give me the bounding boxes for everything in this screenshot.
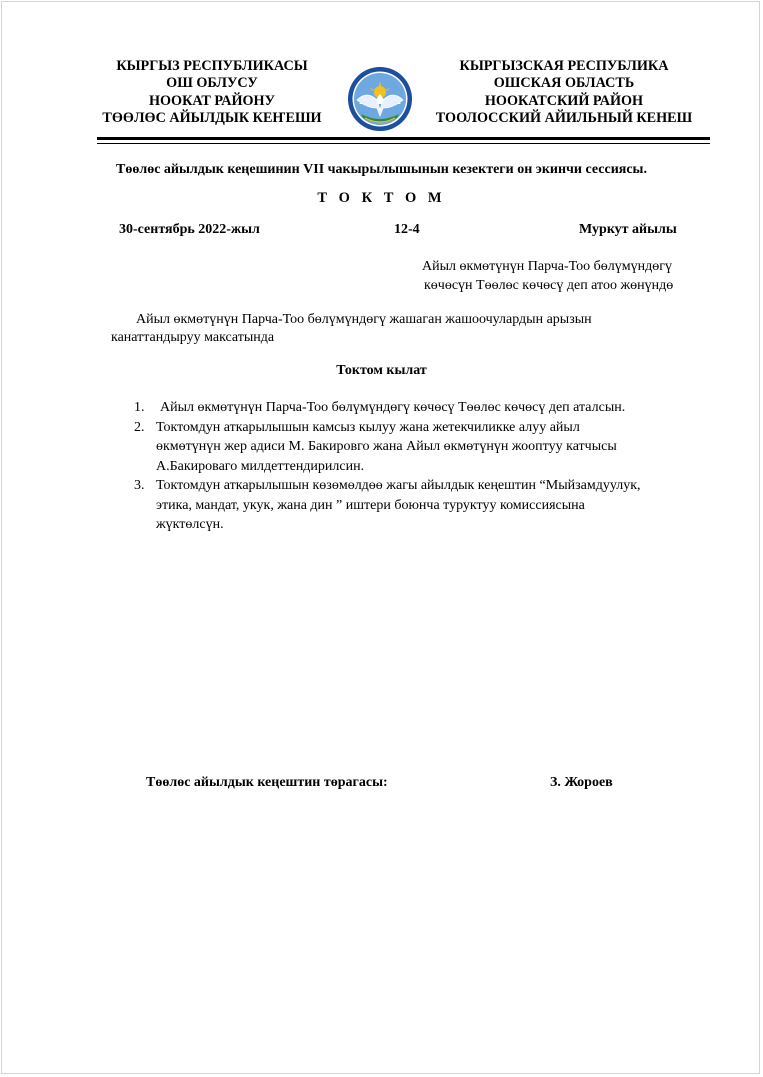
header-left-line: ОШ ОБЛУСУ: [166, 75, 258, 92]
list-item-line: А.Бакироваго милдеттендирилсин.: [156, 458, 365, 474]
decision-list: [134, 398, 714, 535]
list-item: [134, 398, 714, 418]
subject-line: көчөсүн Төөлөс көчөсү деп атоо жөнүндө: [424, 278, 674, 293]
header-right-line: НООКАТСКИЙ РАЙОН: [484, 92, 644, 109]
document-date: 30-сентябрь 2022-жыл: [119, 222, 260, 237]
preamble-line: канаттандыруу максатында: [111, 330, 275, 345]
header-right-line: ТООЛОССКИЙ АЙИЛЬНЫЙ КЕНЕШ: [435, 109, 693, 126]
decision-heading: Токтом кылат: [336, 363, 427, 378]
header-right-line: КЫРГЫЗСКАЯ РЕСПУБЛИКА: [459, 58, 669, 74]
list-item-number: 2.: [134, 419, 145, 435]
header-divider-thick: [97, 137, 710, 140]
document-title: Т О К Т О М: [317, 190, 446, 206]
header-left-line: ТӨӨЛӨС АЙЫЛДЫК КЕҤЕШИ: [102, 109, 322, 126]
list-item-line: Токтомдун аткарылышын камсыз кылуу жана жетекчиликке алуу айыл: [156, 419, 580, 435]
preamble: [111, 311, 691, 347]
signature-role: Төөлөс айылдык кеңештин төрагасы:: [146, 775, 388, 790]
list-item-line: жүктөлсүн.: [156, 517, 224, 532]
session-title: Төөлөс айылдык кеңешинин VII чакырылышынын кезектеги он экинчи сессиясы.: [116, 162, 647, 177]
list-item-number: 3.: [134, 478, 145, 493]
list-item-line: Айыл өкмөтүнүн Парча-Тоо бөлүмүндөгү көчөсү Төөлөс көчөсү деп аталсын.: [160, 400, 626, 415]
list-item-line: Токтомдун аткарылышын көзөмөлдөө жагы айылдык кеңештин “Мыйзамдуулук,: [156, 478, 641, 493]
header-right-russian: [418, 58, 710, 127]
list-item: [134, 418, 714, 477]
subject-line: Айыл өкмөтүнүн Парча-Тоо бөлүмүндөгү: [422, 259, 672, 274]
preamble-line: Айыл өкмөтүнүн Парча-Тоо бөлүмүндөгү жашаган жашоочулардын арызын: [136, 312, 592, 327]
header-left-kyrgyz: [92, 58, 332, 127]
header-right-line: ОШСКАЯ ОБЛАСТЬ: [493, 75, 635, 92]
state-emblem-icon: [347, 66, 413, 132]
document-number: 12-4: [394, 222, 420, 237]
header-divider-thin: [97, 143, 710, 144]
signature-name: З. Жороев: [550, 775, 613, 790]
list-item-number: 1.: [134, 400, 145, 415]
list-item-line: этика, мандат, укук, жана дин ” иштери боюнча туруктуу комиссиясына: [156, 497, 585, 513]
document-place: Муркут айылы: [579, 222, 677, 237]
list-item: [134, 476, 714, 535]
list-item-line: өкмөтүнүн жер адиси М. Бакировго жана Айыл өкмөтүнүн жооптуу катчысы: [156, 439, 617, 454]
header-left-line: НООКАТ РАЙОНУ: [148, 92, 275, 109]
document-subject: [422, 257, 673, 295]
header-left-line: КЫРГЫЗ РЕСПУБЛИКАСЫ: [116, 58, 308, 74]
